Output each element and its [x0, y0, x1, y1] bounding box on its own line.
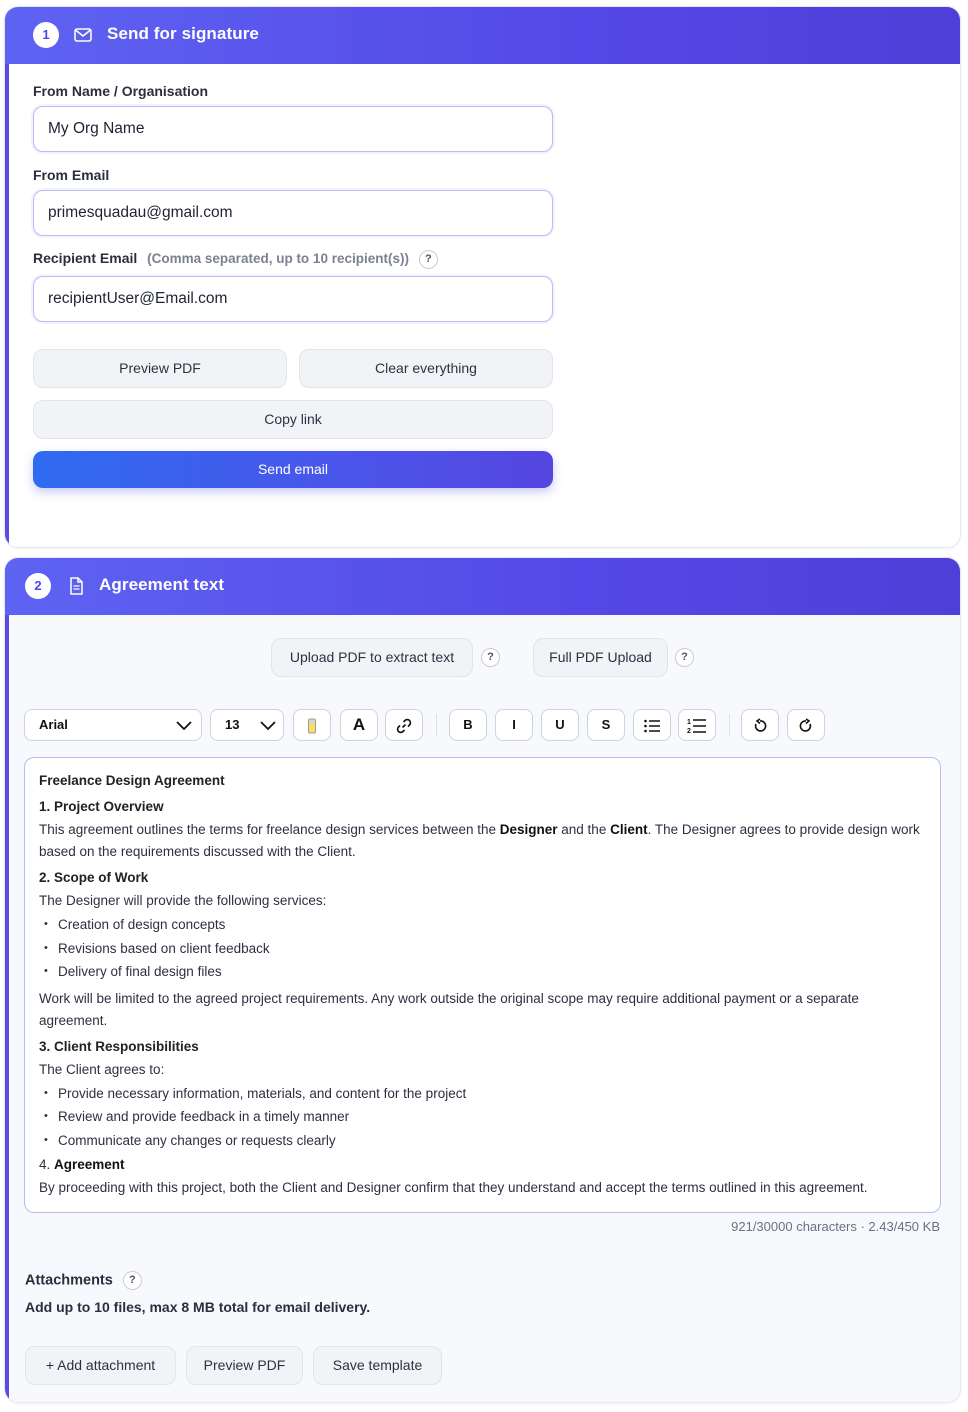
recipient-label-text: Recipient Email: [33, 250, 138, 267]
section-heading: 3. Client Responsibilities: [39, 1038, 199, 1054]
paragraph: The Client agrees to:: [39, 1061, 165, 1077]
list-item: • Review and provide feedback in a timely manner: [39, 1105, 926, 1129]
svg-text:1: 1: [687, 718, 691, 726]
list-item: • Revisions based on client feedback: [39, 937, 926, 961]
section-title: Agreement text: [99, 575, 225, 594]
redo-button[interactable]: [787, 709, 825, 741]
list-item: • Creation of design concepts: [39, 913, 926, 937]
from-name-input[interactable]: [33, 106, 553, 152]
attachments-title-text: Attachments: [25, 1272, 113, 1289]
chevron-down-icon: [175, 710, 193, 741]
section-heading: 2. Scope of Work: [39, 870, 149, 885]
list-item: • Delivery of final design files: [39, 960, 926, 984]
text-run: and the: [557, 822, 611, 837]
upload-pdf-extract-button[interactable]: Upload PDF to extract text: [271, 638, 473, 677]
card-header: [5, 558, 960, 615]
numbered-list-icon: [687, 717, 707, 735]
strikethrough-button[interactable]: S: [587, 709, 625, 741]
responsibilities-list: [39, 1082, 926, 1153]
help-icon[interactable]: ?: [675, 648, 694, 667]
section-heading: [39, 1154, 926, 1176]
save-template-button[interactable]: Save template: [313, 1346, 442, 1385]
list-item: • Provide necessary information, materials, and content for the project: [39, 1082, 926, 1106]
from-email-label: From Email: [33, 167, 110, 183]
recipient-email-label: [33, 250, 438, 269]
from-name-label: From Name / Organisation: [33, 83, 209, 99]
services-list: [39, 913, 926, 984]
recipient-note: (Comma separated, up to 10 recipient(s)): [147, 251, 409, 267]
section-heading-text: Agreement: [54, 1157, 125, 1172]
list-item: • Communicate any changes or requests clearly: [39, 1129, 926, 1153]
chevron-down-icon: [259, 710, 277, 741]
italic-button[interactable]: I: [495, 709, 533, 741]
send-for-signature-card: [4, 6, 961, 548]
card-accent-bar: [5, 7, 9, 547]
font-size-select[interactable]: [210, 709, 284, 741]
section-heading: 1. Project Overview: [39, 799, 164, 814]
undo-icon: [752, 717, 768, 732]
document-title: Freelance Design Agreement: [39, 773, 225, 788]
preview-pdf-button[interactable]: Preview PDF: [186, 1346, 303, 1385]
mail-icon: [73, 25, 95, 47]
bold-term-client: Client: [610, 822, 648, 837]
underline-button[interactable]: U: [541, 709, 579, 741]
from-email-input[interactable]: [33, 190, 553, 236]
font-family-select[interactable]: [24, 709, 202, 741]
paragraph: By proceeding with this project, both the Client and Designer confirm that they understand and accept the terms outlined in this agreement.: [39, 1180, 868, 1195]
svg-text:2: 2: [687, 727, 691, 735]
clear-everything-button[interactable]: Clear everything: [299, 349, 553, 388]
step-number: 2: [25, 573, 51, 599]
help-icon[interactable]: ?: [481, 648, 500, 667]
highlighter-icon: [305, 717, 319, 732]
bullet-list-button[interactable]: [633, 709, 671, 741]
recipient-email-input[interactable]: [33, 276, 553, 322]
agreement-text-card: [4, 557, 961, 1403]
text-run: . The Designer agrees to provide design work based on the requirements discussed with the Client.: [39, 822, 920, 859]
font-size-value: 13: [225, 717, 240, 732]
agreement-editor[interactable]: [24, 757, 941, 1213]
help-icon[interactable]: ?: [123, 1271, 142, 1290]
font-family-value: Arial: [39, 717, 68, 732]
paragraph: [39, 819, 926, 863]
bold-term-designer: Designer: [499, 822, 558, 837]
toolbar-divider: [436, 714, 437, 736]
paragraph: The Designer will provide the following services:: [39, 893, 327, 908]
toolbar-divider: [729, 714, 730, 736]
section-title: Send for signature: [107, 24, 259, 43]
link-icon: [395, 717, 413, 732]
text-run: This agreement outlines the terms for freelance design services between the: [39, 822, 500, 837]
paragraph: Work will be limited to the agreed project requirements. Any work outside the original scope may require additional payment or a separate agreement.: [39, 990, 859, 1028]
copy-link-button[interactable]: Copy link: [33, 400, 553, 439]
full-pdf-upload-button[interactable]: Full PDF Upload: [533, 638, 668, 677]
highlight-color-button[interactable]: [293, 709, 331, 741]
redo-icon: [798, 717, 814, 732]
bold-button[interactable]: B: [449, 709, 487, 741]
bullet-list-icon: [643, 717, 661, 732]
section-number: 4.: [39, 1157, 55, 1172]
card-header: [5, 7, 960, 64]
add-attachment-button[interactable]: + Add attachment: [25, 1346, 176, 1385]
link-button[interactable]: [385, 709, 423, 741]
numbered-list-button[interactable]: [678, 709, 716, 741]
document-icon: [66, 576, 88, 598]
undo-button[interactable]: [741, 709, 779, 741]
attachments-note: Add up to 10 files, max 8 MB total for email delivery.: [25, 1299, 371, 1315]
preview-pdf-button[interactable]: Preview PDF: [33, 349, 287, 388]
attachments-title: [25, 1271, 142, 1290]
help-icon[interactable]: ?: [419, 250, 438, 269]
send-email-button[interactable]: Send email: [33, 451, 553, 488]
font-color-button[interactable]: A: [340, 709, 378, 741]
step-number: 1: [33, 22, 59, 48]
character-count: 921/30000 characters · 2.43/450 KB: [731, 1219, 940, 1234]
